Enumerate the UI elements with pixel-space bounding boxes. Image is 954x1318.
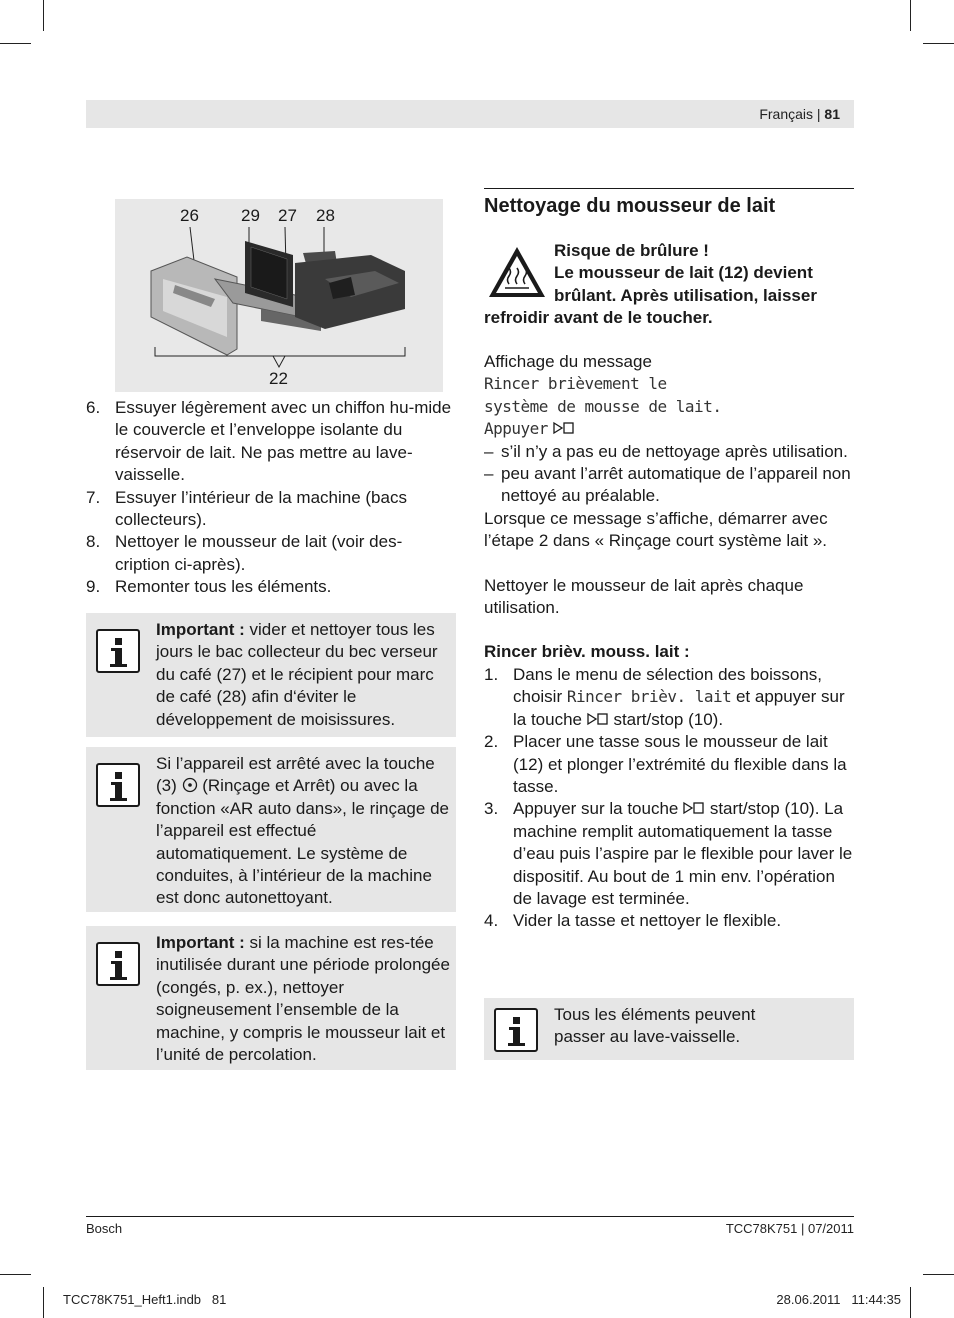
rinse-off-icon [182, 777, 198, 793]
figure-label-26: 26 [180, 206, 199, 225]
crop-mark [910, 0, 911, 31]
info-text [156, 619, 450, 731]
step-number: 2. [484, 732, 499, 752]
list-item [484, 731, 854, 798]
list-item [86, 397, 452, 487]
info-body: si la machine est res-tée inutilisée durant une période prolongée (congés, p. ex.), nettoyer soigneusement l’ensemble de la machine, y compris le mousseur lait et l’unité de percolation. [156, 933, 450, 1065]
display-line-3: Appuyer [484, 419, 548, 439]
warning-line-3: brûlant. Après utilisation, laisser [554, 285, 817, 305]
start-stop-icon [587, 712, 609, 726]
footer-brand: Bosch [86, 1221, 123, 1236]
footer-rule [86, 1216, 854, 1217]
step-number: 1. [484, 664, 499, 684]
milk-frother-figure [115, 199, 443, 392]
info-icon [96, 942, 140, 986]
step-text: Placer une tasse sous le mousseur de lait (12) et plonger l’extrémité du flexible dans la tasse. [513, 732, 847, 796]
list-item [86, 487, 452, 532]
display-text: Rincer brièv. lait [566, 687, 732, 707]
footer-model-date: TCC78K751 | 07/2011 [725, 1221, 854, 1236]
header-language: Français [759, 106, 813, 122]
step-text: Essuyer légèrement avec un chiffon hu-mide le couvercle et l’enveloppe isolante du réservoir de lait. Ne pas mettre au lave-vaisselle. [115, 398, 452, 485]
info-box-dishwasher-safe [484, 998, 854, 1060]
step-text: start/stop (10). La machine remplit automatiquement la tasse d’eau puis l’aspire par le flexible pour laver le dispositif. Au bout de 1 min env. l’opération de lavage est terminée. [513, 799, 853, 908]
info-text: Tous les éléments peuvent passer au lave-vaisselle. [554, 1005, 756, 1047]
list-item [484, 798, 854, 910]
figure-label-28: 28 [316, 206, 335, 225]
message-intro: Affichage du message [484, 352, 652, 371]
section-title: Nettoyage du mousseur de lait [484, 195, 776, 217]
step-text: Dans le menu de sélection des boissons, choisir [513, 664, 823, 707]
info-body-a: Si l’appareil est arrêté avec la touche (3) [156, 754, 435, 796]
info-box-auto-rinse [86, 747, 456, 912]
info-icon [96, 629, 140, 673]
page-header [86, 100, 854, 128]
crop-mark [43, 0, 44, 31]
figure-label-29: 29 [241, 206, 260, 225]
info-body: vider et nettoyer tous les jours le bac collecteur du bec verseur du café (27) et le récipient pour marc de café (28) afin d‘éviter le développement de moisissures. [156, 620, 438, 729]
figure-label-27: 27 [278, 206, 297, 225]
section-rule [484, 188, 854, 189]
info-box-important-cleaning [86, 613, 456, 737]
warning-line-1: Risque de brûlure ! [554, 241, 709, 260]
list-item [86, 531, 452, 576]
page-number: 81 [824, 106, 840, 122]
footer-file-info: TCC78K751_Heft1.indb 81 [63, 1292, 227, 1307]
warning-block [554, 240, 817, 307]
info-body-b: (Rinçage et Arrêt) ou avec la fonction «AR auto dans», le rinçage de l’appareil est effectué automatiquement. Le système de conduites, à l’intérieur de la machine est donc autonettoyant. [156, 776, 449, 908]
info-bold-label: Important : [156, 933, 245, 952]
step-text: et appuyer sur la touche [513, 687, 845, 729]
start-stop-icon [553, 421, 575, 435]
info-text [156, 932, 450, 1066]
step-number: 8. [86, 532, 101, 552]
subsection-title: Rincer brièv. mouss. lait : [484, 642, 690, 662]
list-item [484, 664, 854, 731]
step-number: 3. [484, 799, 499, 819]
start-stop-icon [683, 801, 705, 815]
list-item: – s’il n’y a pas eu de nettoyage après utilisation. [484, 441, 848, 461]
crop-mark [0, 1274, 31, 1275]
display-line-1: Rincer brièvement le [484, 374, 667, 394]
hot-surface-warning-icon [486, 244, 548, 300]
step-text: Nettoyer le mousseur de lait (voir des-cription ci-après). [115, 532, 403, 574]
info-box-important-long-idle [86, 926, 456, 1070]
footer-timestamp: 28.06.2011 11:44:35 [776, 1292, 901, 1307]
warning-line-4: refroidir avant de le toucher. [484, 308, 713, 327]
paragraph-message-action: Lorsque ce message s’affiche, démarrer avec l’étape 2 dans « Rinçage court système lait ». [484, 508, 828, 551]
step-text: Appuyer sur la touche [513, 799, 684, 819]
cleaning-steps-list [86, 397, 452, 599]
header-separator: | [816, 106, 821, 122]
list-item: – peu avant l’arrêt automatique de l’appareil non nettoyé au préalable. [484, 464, 851, 506]
crop-mark [910, 1287, 911, 1318]
header-text [759, 104, 840, 124]
rinse-steps-list [484, 664, 854, 933]
paragraph-clean-after-use: Nettoyer le mousseur de lait après chaque utilisation. [484, 575, 804, 618]
info-bold-label: Important : [156, 620, 245, 639]
message-block [484, 351, 854, 933]
message-conditions-list [484, 441, 854, 508]
crop-mark [0, 43, 31, 44]
condition-text: s’il n’y a pas eu de nettoyage après utilisation. [501, 441, 848, 461]
step-text: Vider la tasse et nettoyer le flexible. [513, 911, 782, 931]
step-text: start/stop (10). [608, 709, 724, 729]
figure-label-22: 22 [269, 369, 288, 388]
display-line-2: système de mousse de lait. [484, 396, 722, 416]
step-number: 6. [86, 398, 101, 417]
list-item [484, 910, 854, 932]
step-text: Essuyer l’intérieur de la machine (bacs collecteurs). [115, 487, 407, 530]
crop-mark [43, 1287, 44, 1318]
info-icon [96, 763, 140, 807]
warning-line-2: Le mousseur de lait (12) devient [554, 263, 813, 283]
step-number: 9. [86, 577, 101, 597]
step-text: Remonter tous les éléments. [115, 577, 332, 597]
machine-parts-illustration [115, 199, 443, 392]
condition-text: peu avant l’arrêt automatique de l’appareil non nettoyé au préalable. [501, 464, 851, 506]
step-number: 4. [484, 911, 499, 931]
list-item [86, 576, 452, 598]
crop-mark [923, 1274, 954, 1275]
info-icon [494, 1008, 538, 1052]
info-text [156, 753, 450, 910]
crop-mark [923, 43, 954, 44]
step-number: 7. [86, 487, 101, 507]
